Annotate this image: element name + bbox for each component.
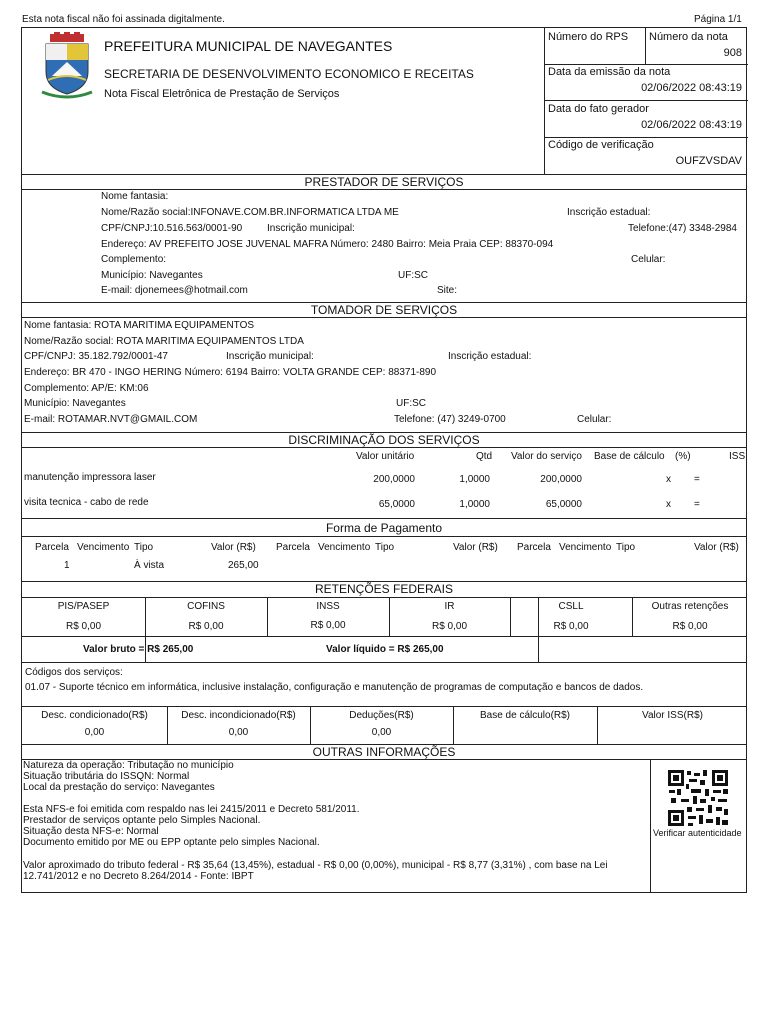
tomador-razao-social: Nome/Razão social: ROTA MARITIMA EQUIPAMENTOS LTDA [24, 336, 304, 347]
outras-section-title: OUTRAS INFORMAÇÕES [312, 745, 456, 759]
col-valor-unitario: Valor unitário [356, 451, 415, 462]
qr-caption[interactable]: Verificar autenticidade [653, 828, 742, 838]
retencao-inss-label: INSS [316, 601, 340, 612]
pay-col-parcela: Parcela [517, 542, 551, 553]
info-line: Situação tributária do ISSQN: Normal [23, 771, 190, 782]
page-indicator: Página 1/1 [694, 14, 742, 25]
info-line: Natureza da operação: Tributação no município [23, 760, 234, 771]
info-line: Esta NFS-e foi emitida com respaldo nas lei 2415/2011 e Decreto 581/2011. [23, 804, 360, 815]
emission-date-value: 02/06/2022 08:43:19 [641, 82, 742, 94]
codigos-text: 01.07 - Suporte técnico em informática, inclusive instalação, configuração e manutenção de programas de computação e bancos de dados. [25, 682, 644, 693]
prestador-site: Site: [437, 285, 458, 296]
prestador-endereco: Endereço: AV PREFEITO JOSE JUVENAL MAFRA Número: 2480 Bairro: Meia Praia CEP: 88370-094 [101, 239, 554, 250]
retencao-ir-value: R$ 0,00 [431, 621, 468, 632]
col-percent: (%) [675, 451, 691, 462]
info-line: 12.741/2012 e no Decreto 8.264/2014 - Fonte: IBPT [23, 871, 254, 882]
tomador-complemento: Complemento: AP/E: KM:06 [24, 383, 149, 394]
col-iss: ISS [729, 451, 746, 462]
prestador-complemento: Complemento: [101, 254, 167, 265]
base-calculo-label: Base de cálculo(R$) [479, 710, 571, 721]
pay-col-tipo: Tipo [616, 542, 636, 553]
prestador-nome-fantasia: Nome fantasia: [101, 191, 169, 202]
tomador-inscricao-municipal: Inscrição municipal: [226, 351, 314, 362]
tomador-inscricao-estadual: Inscrição estadual: [448, 351, 532, 362]
service-value: 65,0000 [545, 499, 582, 510]
qr-code-icon[interactable] [667, 769, 729, 827]
valor-bruto: Valor bruto = R$ 265,00 [83, 644, 194, 655]
pay-col-valor: Valor (R$) [453, 542, 498, 553]
tomador-telefone: Telefone: (47) 3249-0700 [394, 414, 506, 425]
event-date-label: Data do fato gerador [548, 103, 649, 115]
tomador-celular: Celular: [577, 414, 612, 425]
verification-code-value: OUFZVSDAV [675, 155, 742, 167]
service-x: x [666, 499, 671, 510]
retencao-cofins-label: COFINS [187, 601, 225, 612]
valor-liquido: Valor líquido = R$ 265,00 [326, 644, 444, 655]
tomador-endereco: Endereço: BR 470 - INGO HERING Número: 6194 Bairro: VOLTA GRANDE CEP: 88371-890 [24, 367, 437, 378]
prestador-email: E-mail: djonemees@hotmail.com [101, 285, 248, 296]
pay-col-vencimento: Vencimento [318, 542, 371, 553]
prestador-section-title: PRESTADOR DE SERVIÇOS [304, 175, 464, 189]
emission-date-label: Data da emissão da nota [548, 66, 671, 78]
retencao-ir-label: IR [444, 601, 455, 612]
info-line: Valor aproximado do tributo federal - R$ 35,64 (13,45%), estadual - R$ 0,00 (0,00%), municipal - R$ 8,77 (3,31%) , com base na Lei [23, 860, 608, 871]
prestador-municipio: Município: Navegantes [101, 270, 203, 281]
tomador-uf: UF:SC [396, 398, 426, 409]
retencao-outras-label: Outras retenções [651, 601, 729, 612]
tomador-municipio: Município: Navegantes [24, 398, 126, 409]
retencao-inss-value: R$ 0,00 [310, 620, 346, 631]
pagamento-section-title: Forma de Pagamento [325, 521, 443, 535]
rps-label: Número do RPS [548, 31, 629, 43]
info-line: Prestador de serviços optante pelo Simples Nacional. [23, 815, 261, 826]
nota-number-value: 908 [723, 47, 742, 59]
nota-number-label: Número da nota [649, 31, 728, 43]
service-eq: = [694, 499, 700, 510]
service-value: 200,0000 [540, 474, 582, 485]
prestador-uf: UF:SC [398, 270, 428, 281]
retencao-pis-value: R$ 0,00 [65, 621, 102, 632]
payment-valor: 265,00 [228, 560, 259, 571]
desc-condicionado-value: 0,00 [84, 727, 105, 738]
deducoes-value: 0,00 [371, 727, 392, 738]
coat-of-arms-icon [40, 32, 94, 100]
prestador-cnpj: CPF/CNPJ:10.516.563/0001-90 [101, 223, 243, 234]
service-eq: = [694, 474, 700, 485]
tomador-cnpj: CPF/CNPJ: 35.182.792/0001-47 [24, 351, 168, 362]
pay-col-vencimento: Vencimento [559, 542, 612, 553]
info-line: Situação desta NFS-e: Normal [23, 826, 159, 837]
event-date-value: 02/06/2022 08:43:19 [641, 119, 742, 131]
valor-iss-label: Valor ISS(R$) [642, 710, 703, 721]
codigos-label: Códigos dos serviços: [25, 667, 123, 678]
service-description: manutenção impressora laser [24, 472, 156, 483]
verification-code-label: Código de verificação [548, 139, 654, 151]
prestador-telefone: Telefone:(47) 3348-2984 [628, 223, 737, 234]
pay-col-vencimento: Vencimento [77, 542, 130, 553]
pay-col-valor: Valor (R$) [694, 542, 739, 553]
retencao-cofins-value: R$ 0,00 [188, 621, 224, 632]
retencao-outras-value: R$ 0,00 [672, 621, 708, 632]
desc-incondicionado-value: 0,00 [228, 727, 249, 738]
pay-col-parcela: Parcela [276, 542, 310, 553]
payment-tipo: À vista [134, 560, 165, 571]
pay-col-tipo: Tipo [375, 542, 395, 553]
signature-note: Esta nota fiscal não foi assinada digitalmente. [22, 14, 225, 25]
prestador-razao-social: Nome/Razão social:INFONAVE.COM.BR.INFORMATICA LTDA ME [101, 207, 399, 218]
service-x: x [666, 474, 671, 485]
info-line: Documento emitido por ME ou EPP optante pelo simples Nacional. [23, 837, 320, 848]
payment-parcela: 1 [64, 560, 70, 571]
retencao-csll-value: R$ 0,00 [553, 621, 589, 632]
document-title: Nota Fiscal Eletrônica de Prestação de Serviços [104, 88, 340, 100]
desc-condicionado-label: Desc. condicionado(R$) [41, 710, 148, 721]
prestador-celular: Celular: [631, 254, 666, 265]
pay-col-tipo: Tipo [134, 542, 154, 553]
desc-incondicionado-label: Desc. incondicionado(R$) [181, 710, 296, 721]
prestador-inscricao-municipal: Inscrição municipal: [267, 223, 355, 234]
service-description: visita tecnica - cabo de rede [24, 497, 149, 508]
secretary-title: SECRETARIA DE DESENVOLVIMENTO ECONOMICO E RECEITAS [104, 67, 474, 81]
city-hall-title: PREFEITURA MUNICIPAL DE NAVEGANTES [104, 38, 393, 54]
col-valor-servico: Valor do serviço [511, 451, 582, 462]
info-line: Local da prestação do serviço: Navegantes [23, 782, 215, 793]
service-unit-value: 200,0000 [373, 474, 415, 485]
pay-col-valor: Valor (R$) [211, 542, 256, 553]
tomador-email: E-mail: ROTAMAR.NVT@GMAIL.COM [24, 414, 198, 425]
service-qty: 1,0000 [459, 499, 490, 510]
servicos-section-title: DISCRIMINAÇÃO DOS SERVIÇOS [288, 433, 480, 447]
nfse-document [21, 27, 747, 893]
service-unit-value: 65,0000 [378, 499, 415, 510]
retencoes-section-title: RETENÇÕES FEDERAIS [314, 582, 454, 596]
tomador-section-title: TOMADOR DE SERVIÇOS [310, 303, 458, 317]
col-base-calculo: Base de cálculo [594, 451, 665, 462]
retencao-csll-label: CSLL [558, 601, 584, 612]
retencao-pis-label: PIS/PASEP [57, 601, 110, 612]
col-qtd: Qtd [476, 451, 493, 462]
service-qty: 1,0000 [459, 474, 490, 485]
prestador-inscricao-estadual: Inscrição estadual: [567, 207, 651, 218]
tomador-nome-fantasia: Nome fantasia: ROTA MARITIMA EQUIPAMENTOS [24, 320, 255, 331]
pay-col-parcela: Parcela [35, 542, 69, 553]
deducoes-label: Deduções(R$) [349, 710, 414, 721]
